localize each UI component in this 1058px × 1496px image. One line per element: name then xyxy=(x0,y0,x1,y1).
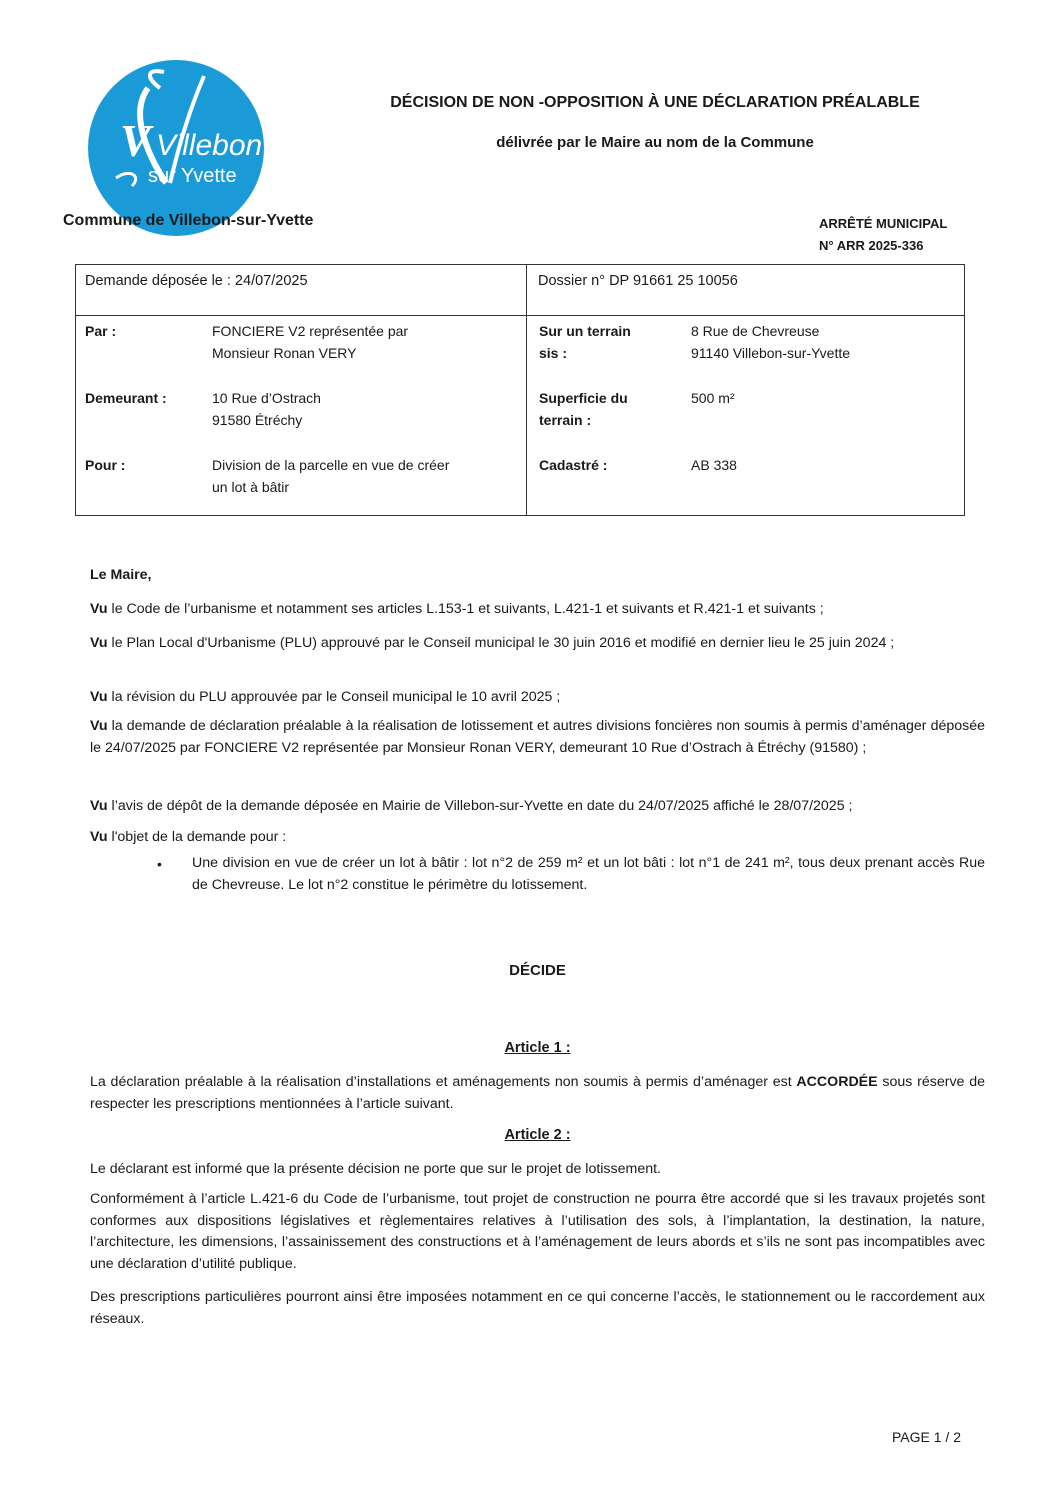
article-2-p3: Des prescriptions particulières pourront ainsi être imposées notamment en ce qui concerne l’accès, le stationnement ou le raccordement aux réseaux. xyxy=(90,1289,985,1327)
vu-paragraph-4: Vu la demande de déclaration préalable à la réalisation de lotissement et autres divisions foncières non soumis à permis d’aménager déposée le 24/07/2025 par FONCIERE V2 représentée par Monsieur Ronan VERY, demeurant 10 Rue d’Ostrach à Étréchy (91580) ; xyxy=(90,718,985,756)
article-1-text: La déclaration préalable à la réalisation d’installations et aménagements non soumis à permis d’aménager est ACCORDÉE sous réserve de respecter les prescriptions mentionnées à l’article suivant. xyxy=(90,1074,985,1112)
article-2-p1: Le déclarant est informé que la présente décision ne porte que sur le projet de lotissement. xyxy=(90,1161,661,1177)
table-divider-vertical xyxy=(526,265,527,515)
document-subtitle: délivrée par le Maire au nom de la Commune xyxy=(496,134,814,151)
svg-text:V: V xyxy=(120,115,151,166)
terrain-label xyxy=(539,320,631,364)
terrain-label-line2: sis : xyxy=(539,345,568,361)
par-value-line1: FONCIERE V2 représentée par xyxy=(212,323,409,339)
terrain-value xyxy=(691,320,850,364)
cadastre-value: AB 338 xyxy=(691,457,737,473)
page-number: PAGE 1 / 2 xyxy=(892,1429,961,1445)
le-maire: Le Maire, xyxy=(90,567,152,583)
demeurant-value xyxy=(212,387,321,431)
logo-text-villebon: Villebon xyxy=(156,129,263,162)
pour-label: Pour : xyxy=(85,457,126,473)
demeurant-line1: 10 Rue d’Ostrach xyxy=(212,390,321,406)
cadastre-label: Cadastré : xyxy=(539,457,608,473)
par-value xyxy=(212,320,408,364)
pour-line2: un lot à bâtir xyxy=(212,479,290,495)
villebon-logo xyxy=(86,58,266,238)
article-1-title: Article 1 : xyxy=(504,1040,571,1056)
arrete-label: ARRÊTÉ MUNICIPAL xyxy=(819,216,948,231)
terrain-line2: 91140 Villebon-sur-Yvette xyxy=(691,345,851,361)
info-table xyxy=(75,264,965,516)
superficie-label xyxy=(539,387,628,431)
vu-paragraph-1: Vu le Code de l’urbanisme et notamment ses articles L.153-1 et suivants, L.421-1 et suivants et R.421-1 et suivants ; xyxy=(90,601,824,617)
par-value-line2: Monsieur Ronan VERY xyxy=(212,345,357,361)
demande-date: Demande déposée le : 24/07/2025 xyxy=(85,273,308,289)
table-divider-horizontal xyxy=(76,315,964,316)
vu-paragraph-2: Vu le Plan Local d'Urbanisme (PLU) approuvé par le Conseil municipal le 30 juin 2016 et modifié en dernier lieu le 25 juin 2024 ; xyxy=(90,635,895,651)
dossier-number: Dossier n° DP 91661 25 10056 xyxy=(538,273,738,289)
terrain-label-line1: Sur un terrain xyxy=(539,323,631,339)
article-2-title: Article 2 : xyxy=(504,1127,571,1143)
par-label: Par : xyxy=(85,323,117,339)
arrete-block xyxy=(819,213,947,257)
arrete-number: N° ARR 2025-336 xyxy=(819,238,924,253)
document-title: DÉCISION DE NON -OPPOSITION À UNE DÉCLARATION PRÉALABLE xyxy=(390,94,920,111)
superficie-value: 500 m² xyxy=(691,390,735,406)
terrain-line1: 8 Rue de Chevreuse xyxy=(691,323,820,339)
vu-paragraph-6: Vu l'objet de la demande pour : xyxy=(90,829,287,845)
pour-line1: Division de la parcelle en vue de créer xyxy=(212,457,450,473)
demeurant-label: Demeurant : xyxy=(85,390,167,406)
bullet-icon: • xyxy=(157,856,162,872)
commune-name: Commune de Villebon-sur-Yvette xyxy=(63,212,314,229)
demeurant-line2: 91580 Étréchy xyxy=(212,412,303,428)
logo-text-sur-yvette: sur Yvette xyxy=(148,165,237,187)
pour-value xyxy=(212,454,449,498)
superficie-label-line1: Superficie du xyxy=(539,390,628,406)
vu-paragraph-3: Vu la révision du PLU approuvée par le Conseil municipal le 10 avril 2025 ; xyxy=(90,689,561,705)
bullet-item: Une division en vue de créer un lot à bâtir : lot n°2 de 259 m² et un lot bâti : lot n°1 de 241 m², tous deux prenant accès Rue de Chevreuse. Le lot n°2 constitue le périmètre du lotissement. xyxy=(192,855,985,893)
superficie-label-line2: terrain : xyxy=(539,412,592,428)
vu-paragraph-5: Vu l’avis de dépôt de la demande déposée en Mairie de Villebon-sur-Yvette en date du 24/07/2025 affiché le 28/07/2025 ; xyxy=(90,798,853,814)
decide-heading: DÉCIDE xyxy=(509,962,566,979)
article-2-p2: Conformément à l’article L.421-6 du Code de l’urbanisme, tout projet de construction ne pourra être accordé que si les travaux projetés sont conformes aux dispositions législatives et règlementaires relatives à l’utilisation des sols, à l’implantation, la destination, la nature, l’architecture, les dimensions, l’assainissement des constructions et à l’aménagement de leurs abords et s’ils ne sont pas incompatibles avec une déclaration d’utilité publique. xyxy=(90,1191,985,1272)
